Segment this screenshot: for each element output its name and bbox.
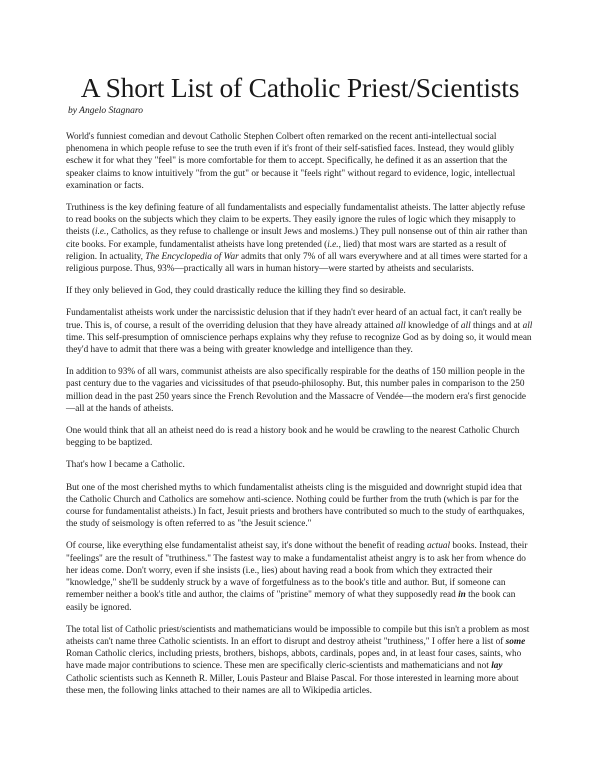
emphasis-text: all (460, 320, 471, 331)
text-run: books. Instead, their "feelings" are the result of "truthiness." The fastest way to make a fundamentalist atheist angry is to ask her from whence do her ideas come. Don't worry, even if she insists (i.e., lies) about having read a book from which they extracted their "knowledge," she'll be suddenly struck by a wave of forgetfulness as to the book's title and author. But, if someone can remember neither a book's title and author, the claims of "pristine" memory of what they supposedly read (66, 541, 528, 601)
text-run: If they only believed in God, they could drastically reduce the killing they find so desirable. (66, 286, 406, 297)
emphasis-text: some (505, 636, 526, 647)
text-run: , lied) that most wars are started as a result of religion. In actuality, (66, 239, 507, 262)
paragraph-10 (66, 624, 534, 697)
text-run: Of course, like everything else fundamentalist atheist say, it's done without the benefit of reading (66, 541, 427, 552)
text-run: In addition to 93% of all wars, communist atheists are also specifically respirable for the deaths of 150 million people in the past century due to the vagaries and vicissitudes of that pseudo-philosophy. But, this number pales in comparison to the 250 million dead in the past 250 years since the French Revolution and the Massacre of Vendée—the modern era's first genocide—all at the hands of atheists. (66, 367, 527, 414)
emphasis-text: lay (491, 661, 503, 672)
emphasis-text: all (395, 320, 406, 331)
text-run: One would think that all an atheist need do is read a history book and he would be crawling to the nearest Catholic Church begging to be baptized. (66, 426, 520, 449)
text-run: The total list of Catholic priest/scientists and mathematicians would be impossible to compile but this isn't a problem as most atheists can't name three Catholic scientists. In an effort to disrupt and destroy atheist "truthiness," I offer here a list of (66, 624, 530, 647)
emphasis-text: The Encyclopedia of War (145, 251, 239, 262)
paragraph-7 (66, 459, 534, 471)
text-run: time. This self-presumption of omniscience perhaps explains why they refuse to recognize God as by doing so, it would mean they'd have to admit that there was a being with greater knowledge and intelligence than they. (66, 332, 532, 356)
author-byline: by Angelo Stagnaro (68, 106, 143, 116)
text-run: World's funniest comedian and devout Catholic Stephen Colbert often remarked on the recent anti-intellectual social phenomena in which people refuse to see the truth even if it's front of their self-satisfied faces. Instead, they would glibly eschew it for what they "feel" is more comfortable for them to accept. Specifically, he defined it as an assertion that the speaker claims to know intuitively "from the gut" or because it "feels right" without regard to evidence, logic, intellectual examination or facts. (66, 132, 516, 191)
paragraph-8 (66, 482, 534, 531)
page-title: A Short List of Catholic Priest/Scientists (80, 72, 520, 103)
paragraph-9 (66, 540, 534, 613)
text-run: the book can easily be ignored. (66, 590, 516, 613)
paragraph-1 (66, 131, 534, 192)
paragraph-5 (66, 366, 534, 415)
paragraph-3 (66, 285, 534, 297)
text-run: That's how I became a Catholic. (66, 460, 185, 471)
text-run: , Catholics, as they refuse to challenge or insult Jews and moslems.) They pull nonsense out of thin air rather than cite books. For example, fundamentalist atheists have long pretended ( (66, 227, 528, 250)
text-run: Truthiness is the key defining feature of all fundamentalists and especially fundamentalist atheists. The latter abjectly refuse to read books on the subjects which they claim to be experts. They easily ignore the rules of logic which they misapply to theists ( (66, 203, 526, 238)
text-run: Catholic scientists such as Kenneth R. Miller, Louis Pasteur and Blaise Pascal. For those interested in learning more about these men, the following links attached to their names are all to Wikipedia articles. (66, 673, 519, 696)
emphasis-text: all (522, 320, 533, 331)
text-run: admits that only 7% of all wars everywhere and at all times were started for a religious purpose. Thus, 93%—practically all wars in human history—were started by atheists and secularists. (66, 251, 528, 275)
emphasis-text: i.e. (327, 239, 339, 250)
emphasis-text: actual (426, 541, 451, 552)
paragraph-6 (66, 425, 534, 449)
paragraph-4 (66, 307, 534, 356)
article-body (66, 131, 534, 697)
paragraph-2 (66, 202, 534, 275)
text-run: knowledge of (405, 320, 461, 331)
text-run: Roman Catholic clerics, including priests, brothers, bishops, abbots, cardinals, popes and, in at least four cases, saints, who have made major contributions to science. These men are specifically cleric-scientists and mathematicians and not (66, 649, 522, 672)
text-run: things and at (470, 320, 523, 331)
emphasis-text: i.e. (95, 227, 107, 238)
text-run: But one of the most cherished myths to which fundamentalist atheists cling is the misguided and downright stupid idea that the Catholic Church and Catholics are somehow anti-science. Nothing could be further from the truth (which is par for the course for fundamentalist atheists.) In fact, Jesuit priests and brothers have contributed so much to the study of earthquakes, the study of seismology is often referred to as "the Jesuit science." (66, 482, 525, 530)
emphasis-text: in (458, 590, 466, 601)
text-run: Fundamentalist atheists work under the narcissistic delusion that if they hadn't ever heard of an actual fact, it can't really be true. This is, of course, a result of the overriding delusion that they have already attained (66, 308, 522, 331)
